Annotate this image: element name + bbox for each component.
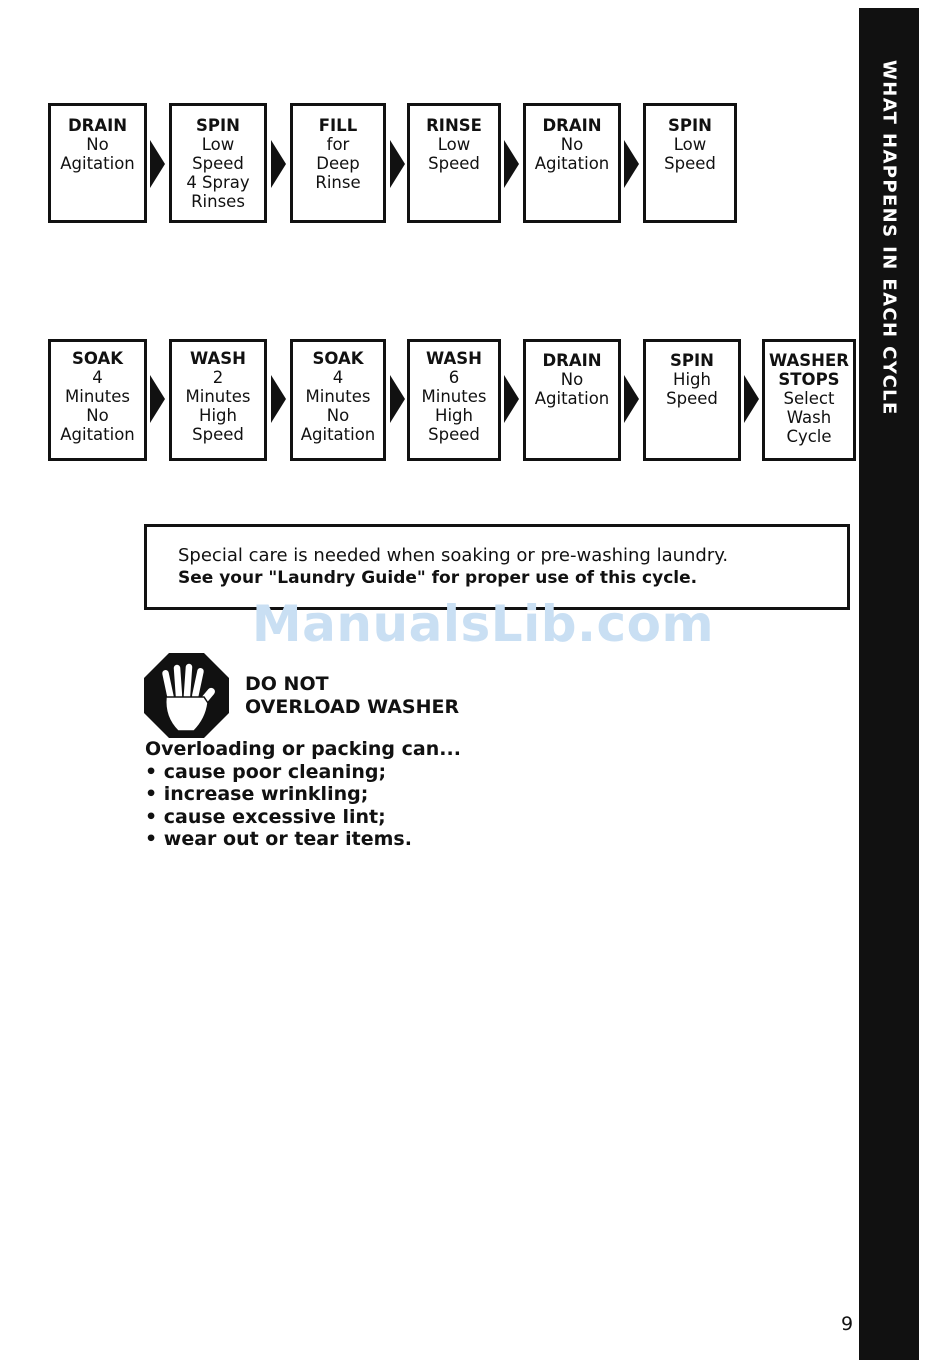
- step-line: 4: [332, 368, 344, 387]
- step-line: No: [560, 370, 584, 389]
- flow-arrow-icon: [504, 140, 519, 188]
- step-line: Agitation: [60, 154, 135, 173]
- warning-title-line2: OVERLOAD WASHER: [245, 696, 460, 718]
- step-line: Speed: [666, 389, 718, 408]
- step-line: Low: [673, 135, 707, 154]
- stop-hand-icon: [144, 653, 229, 738]
- warning-title: [245, 673, 459, 719]
- step-line: Wash: [786, 408, 832, 427]
- cycle-step: [290, 103, 386, 223]
- step-line: Minutes: [421, 387, 487, 406]
- step-line: Speed: [428, 154, 480, 173]
- warning-intro: Overloading or packing can...: [145, 738, 461, 760]
- list-item: • wear out or tear items.: [145, 828, 461, 851]
- step-line: Agitation: [300, 425, 376, 444]
- step-line: Speed: [192, 154, 244, 173]
- cycle-step: [407, 339, 501, 461]
- step-title: RINSE: [426, 116, 482, 135]
- step-line: 4 Spray: [186, 173, 250, 192]
- side-tab: [859, 8, 919, 1360]
- step-line: 4: [92, 368, 103, 387]
- step-title: SPIN: [670, 351, 714, 370]
- flow-arrow-icon: [504, 375, 519, 423]
- step-title: DRAIN: [542, 351, 602, 370]
- side-tab-title: WHAT HAPPENS IN EACH CYCLE: [878, 60, 900, 416]
- step-line: High: [199, 406, 237, 425]
- step-line: Low: [201, 135, 235, 154]
- step-line: Low: [437, 135, 471, 154]
- flow-arrow-icon: [390, 140, 405, 188]
- warning-list: [145, 738, 461, 851]
- step-line: No: [86, 135, 109, 154]
- step-title-line2: STOPS: [778, 370, 840, 389]
- flow-arrow-icon: [390, 375, 405, 423]
- step-line: Deep: [316, 154, 360, 173]
- notice-text-line2: See your "Laundry Guide" for proper use of this cycle.: [178, 568, 698, 588]
- step-line: Agitation: [60, 425, 135, 444]
- step-title: DRAIN: [542, 116, 602, 135]
- step-line: Cycle: [786, 427, 832, 446]
- cycle-step: [169, 103, 267, 223]
- step-title: SOAK: [312, 349, 364, 368]
- step-line: No: [560, 135, 584, 154]
- cycle-step: [407, 103, 501, 223]
- cycle-step: [48, 339, 147, 461]
- step-title: WASHER: [769, 351, 849, 370]
- step-line: Speed: [664, 154, 716, 173]
- step-line: High: [673, 370, 711, 389]
- step-title: FILL: [318, 116, 358, 135]
- step-title: WASH: [426, 349, 482, 368]
- list-item: • increase wrinkling;: [145, 783, 461, 806]
- step-title: WASH: [190, 349, 246, 368]
- step-line: 2: [212, 368, 224, 387]
- flow-arrow-icon: [624, 375, 639, 423]
- step-line: No: [326, 406, 350, 425]
- step-line: for: [326, 135, 350, 154]
- step-title: SOAK: [71, 349, 124, 368]
- cycle-step: [643, 339, 741, 461]
- warning-title-line1: DO NOT: [245, 673, 329, 695]
- flow-arrow-icon: [744, 375, 759, 423]
- step-line: No: [86, 406, 109, 425]
- step-line: Minutes: [65, 387, 130, 406]
- cycle-step: [523, 103, 621, 223]
- flow-arrow-icon: [150, 375, 165, 423]
- step-line: Rinses: [191, 192, 245, 211]
- list-item: • cause poor cleaning;: [145, 761, 461, 784]
- flow-arrow-icon: [271, 140, 286, 188]
- cycle-step: [169, 339, 267, 461]
- step-title: SPIN: [668, 116, 712, 135]
- step-line: Speed: [192, 425, 244, 444]
- flow-arrow-icon: [624, 140, 639, 188]
- step-line: Minutes: [305, 387, 371, 406]
- step-line: 6: [448, 368, 460, 387]
- flow-arrow-icon: [271, 375, 286, 423]
- step-line: Rinse: [315, 173, 361, 192]
- step-line: Agitation: [534, 389, 610, 408]
- cycle-step: [643, 103, 737, 223]
- cycle-step: [523, 339, 621, 461]
- page-number: 9: [841, 1313, 854, 1335]
- step-title: SPIN: [196, 116, 240, 135]
- notice-text-line1: Special care is needed when soaking or pre-washing laundry.: [178, 545, 729, 566]
- step-title: DRAIN: [67, 116, 128, 135]
- flow-arrow-icon: [150, 140, 165, 188]
- cycle-step: [48, 103, 147, 223]
- cycle-step: [290, 339, 386, 461]
- cycle-step: [762, 339, 856, 461]
- watermark: ManualsLib.com: [251, 595, 715, 653]
- step-line: Select: [783, 389, 835, 408]
- step-line: Speed: [428, 425, 480, 444]
- step-line: Minutes: [185, 387, 251, 406]
- step-line: High: [435, 406, 473, 425]
- list-item: • cause excessive lint;: [145, 806, 461, 829]
- step-line: Agitation: [534, 154, 610, 173]
